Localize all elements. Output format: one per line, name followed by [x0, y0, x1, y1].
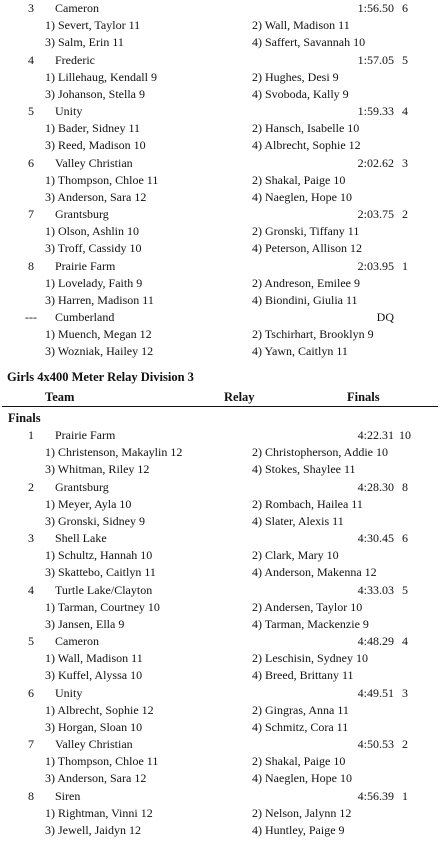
points: 4 [402, 104, 408, 118]
athlete: 3) Horgan, Sloan 10 [45, 719, 143, 734]
place: 8 [28, 788, 34, 803]
athletes-row [0, 17, 443, 34]
team-name: Shell Lake [55, 531, 107, 545]
athlete: 4) Peterson, Allison 12 [252, 241, 362, 255]
team-row [0, 52, 443, 69]
athlete: 3) Whitman, Riley 12 [45, 462, 150, 476]
place: 3 [28, 1, 34, 15]
athlete: 3) Salm, Erin 11 [45, 35, 124, 49]
event-title: Girls 4x400 Meter Relay Division 3 [7, 370, 194, 384]
athletes-row [0, 599, 443, 616]
points: 2 [402, 737, 408, 751]
column-header-team: Team [45, 390, 75, 404]
team-name: Unity [55, 104, 83, 118]
athletes-row [0, 137, 443, 154]
athlete: 2) Hansch, Isabelle 10 [252, 121, 360, 135]
athlete: 3) Jewell, Jaidyn 12 [45, 822, 141, 837]
team-name: Prairie Farm [55, 428, 116, 442]
team-name: Grantsburg [55, 207, 109, 221]
athlete: 3) Wozniak, Hailey 12 [45, 344, 154, 358]
athlete: 2) Wall, Madison 11 [252, 18, 350, 32]
finals-time: 4:49.51 [357, 685, 394, 700]
athletes-row [0, 822, 443, 839]
team-name: Cameron [55, 1, 99, 15]
athletes-row [0, 770, 443, 787]
place: 8 [28, 258, 34, 273]
column-header-relay: Relay [224, 390, 255, 404]
athlete: 4) Naeglen, Hope 10 [252, 189, 352, 204]
athlete: 2) Clark, Mary 10 [252, 548, 339, 562]
athlete: 2) Christopherson, Addie 10 [252, 445, 388, 459]
athletes-row [0, 719, 443, 736]
athlete: 2) Andersen, Taylor 10 [252, 599, 363, 614]
athletes-row [0, 616, 443, 633]
athlete: 4) Huntley, Paige 9 [252, 822, 345, 837]
finals-time: 4:22.31 [357, 428, 394, 442]
athlete: 4) Stokes, Shaylee 11 [252, 462, 356, 476]
team-name: Siren [55, 788, 81, 803]
points: 1 [402, 788, 408, 803]
team-row [0, 427, 443, 444]
points: 5 [402, 52, 408, 67]
athlete: 4) Yawn, Caitlyn 11 [252, 344, 348, 358]
athlete: 1) Rightman, Vinni 12 [45, 805, 153, 820]
athlete: 3) Harren, Madison 11 [45, 292, 154, 307]
athlete: 3) Gronski, Sidney 9 [45, 513, 145, 528]
athlete: 3) Anderson, Sara 12 [45, 189, 147, 204]
team-row [0, 530, 443, 547]
finals-time: 4:30.45 [357, 531, 394, 545]
team-row [0, 582, 443, 599]
place: 3 [28, 531, 34, 545]
athlete: 2) Gronski, Tiffany 11 [252, 224, 360, 238]
finals-time: 4:56.39 [357, 788, 394, 803]
finals-time: 2:02.62 [357, 155, 394, 170]
athletes-row [0, 650, 443, 667]
team-name: Valley Christian [55, 737, 133, 751]
team-name: Cumberland [55, 310, 115, 324]
team-row [0, 258, 443, 275]
athlete: 3) Skattebo, Caitlyn 11 [45, 565, 156, 579]
athlete: 2) Shakal, Paige 10 [252, 754, 346, 768]
finals-time: 2:03.95 [357, 258, 394, 273]
athlete: 1) Lovelady, Faith 9 [45, 275, 143, 290]
points: 10 [399, 428, 411, 442]
team-name: Grantsburg [55, 479, 109, 494]
athlete: 1) Lillehaug, Kendall 9 [45, 69, 157, 84]
athlete: 2) Shakal, Paige 10 [252, 172, 346, 187]
athlete: 1) Olson, Ashlin 10 [45, 224, 140, 238]
athlete: 4) Biondini, Giulia 11 [252, 292, 358, 307]
athlete: 2) Leschisin, Sydney 10 [252, 651, 368, 665]
place: 1 [28, 428, 34, 442]
team-name: Prairie Farm [55, 258, 116, 273]
points: 8 [402, 479, 408, 494]
athlete: 3) Troff, Cassidy 10 [45, 241, 142, 255]
team-row [0, 685, 443, 702]
team-row [0, 479, 443, 496]
team-row [0, 736, 443, 753]
team-name: Valley Christian [55, 155, 133, 170]
athlete: 4) Slater, Alexis 11 [252, 513, 344, 528]
athlete: 1) Christenson, Makaylin 12 [45, 445, 183, 459]
athlete: 4) Schmitz, Cora 11 [252, 719, 349, 734]
athletes-row [0, 172, 443, 189]
athlete: 3) Johanson, Stella 9 [45, 86, 145, 101]
place: 5 [28, 634, 34, 648]
place: 7 [28, 207, 34, 221]
round-label: Finals [8, 411, 41, 425]
athletes-row [0, 461, 443, 478]
column-header-finals: Finals [347, 390, 380, 404]
athlete: 4) Saffert, Savannah 10 [252, 35, 366, 49]
place: 4 [28, 52, 34, 67]
athlete: 1) Bader, Sidney 11 [45, 121, 141, 135]
team-row [0, 155, 443, 172]
place: 2 [28, 479, 34, 494]
finals-time: 4:50.53 [357, 737, 394, 751]
finals-time: DQ [376, 310, 394, 324]
team-row [0, 206, 443, 223]
points: 2 [402, 207, 408, 221]
athlete: 3) Jansen, Ella 9 [45, 616, 125, 631]
finals-time: 1:56.50 [357, 1, 394, 15]
athlete: 2) Rombach, Hailea 11 [252, 496, 363, 511]
athlete: 4) Albrecht, Sophie 12 [252, 138, 361, 152]
team-row [0, 309, 443, 326]
finals-time: 4:48.29 [357, 634, 394, 648]
athlete: 1) Tarman, Courtney 10 [45, 599, 160, 614]
athletes-row [0, 34, 443, 51]
athlete: 1) Meyer, Ayla 10 [45, 496, 132, 511]
athletes-row [0, 496, 443, 513]
team-name: Unity [55, 685, 83, 700]
team-name: Frederic [55, 52, 95, 67]
athlete: 4) Breed, Brittany 11 [252, 668, 354, 682]
points: 6 [402, 1, 408, 15]
athlete: 3) Kuffel, Alyssa 10 [45, 668, 143, 682]
athletes-row [0, 513, 443, 530]
athletes-row [0, 805, 443, 822]
athlete: 2) Gingras, Anna 11 [252, 702, 349, 717]
header-divider [2, 406, 438, 407]
team-row [0, 633, 443, 650]
athlete: 4) Tarman, Mackenzie 9 [252, 616, 369, 631]
athlete: 4) Svoboda, Kally 9 [252, 86, 349, 101]
finals-time: 2:03.75 [357, 207, 394, 221]
finals-time: 4:33.03 [357, 582, 394, 597]
athlete: 1) Schultz, Hannah 10 [45, 548, 153, 562]
athlete: 2) Hughes, Desi 9 [252, 69, 339, 84]
athletes-row [0, 547, 443, 564]
place: --- [25, 310, 37, 324]
points: 3 [402, 155, 408, 170]
place: 6 [28, 685, 34, 700]
athletes-row [0, 189, 443, 206]
athletes-row [0, 292, 443, 309]
athlete: 4) Naeglen, Hope 10 [252, 771, 352, 785]
place: 4 [28, 582, 34, 597]
team-row [0, 103, 443, 120]
points: 6 [402, 531, 408, 545]
athlete: 1) Wall, Madison 11 [45, 651, 143, 665]
athlete: 1) Severt, Taylor 11 [45, 18, 141, 32]
finals-time: 1:59.33 [357, 104, 394, 118]
column-header-row [0, 389, 443, 406]
athlete: 2) Andreson, Emilee 9 [252, 275, 360, 290]
athletes-row [0, 240, 443, 257]
athlete: 4) Anderson, Makenna 12 [252, 565, 377, 579]
place: 7 [28, 737, 34, 751]
points: 4 [402, 634, 408, 648]
team-row [0, 788, 443, 805]
athletes-row [0, 275, 443, 292]
finals-time: 1:57.05 [357, 52, 394, 67]
place: 6 [28, 155, 34, 170]
athletes-row [0, 120, 443, 137]
athlete: 1) Albrecht, Sophie 12 [45, 702, 154, 717]
place: 5 [28, 104, 34, 118]
athlete: 2) Nelson, Jalynn 12 [252, 805, 352, 820]
athletes-row [0, 444, 443, 461]
points: 5 [402, 582, 408, 597]
points: 1 [402, 258, 408, 273]
team-row [0, 0, 443, 17]
finals-time: 4:28.30 [357, 479, 394, 494]
points: 3 [402, 685, 408, 700]
athletes-row [0, 343, 443, 360]
team-name: Turtle Lake/Clayton [55, 582, 153, 597]
athlete: 1) Thompson, Chloe 11 [45, 172, 159, 187]
athletes-row [0, 69, 443, 86]
athlete: 3) Reed, Madison 10 [45, 138, 146, 152]
athletes-row [0, 564, 443, 581]
athletes-row [0, 86, 443, 103]
athlete: 3) Anderson, Sara 12 [45, 771, 147, 785]
athletes-row [0, 753, 443, 770]
athletes-row [0, 223, 443, 240]
team-name: Cameron [55, 634, 99, 648]
athlete: 1) Thompson, Chloe 11 [45, 754, 159, 768]
athlete: 2) Tschirhart, Brooklyn 9 [252, 327, 374, 341]
athletes-row [0, 667, 443, 684]
athlete: 1) Muench, Megan 12 [45, 327, 152, 341]
athletes-row [0, 702, 443, 719]
athletes-row [0, 326, 443, 343]
